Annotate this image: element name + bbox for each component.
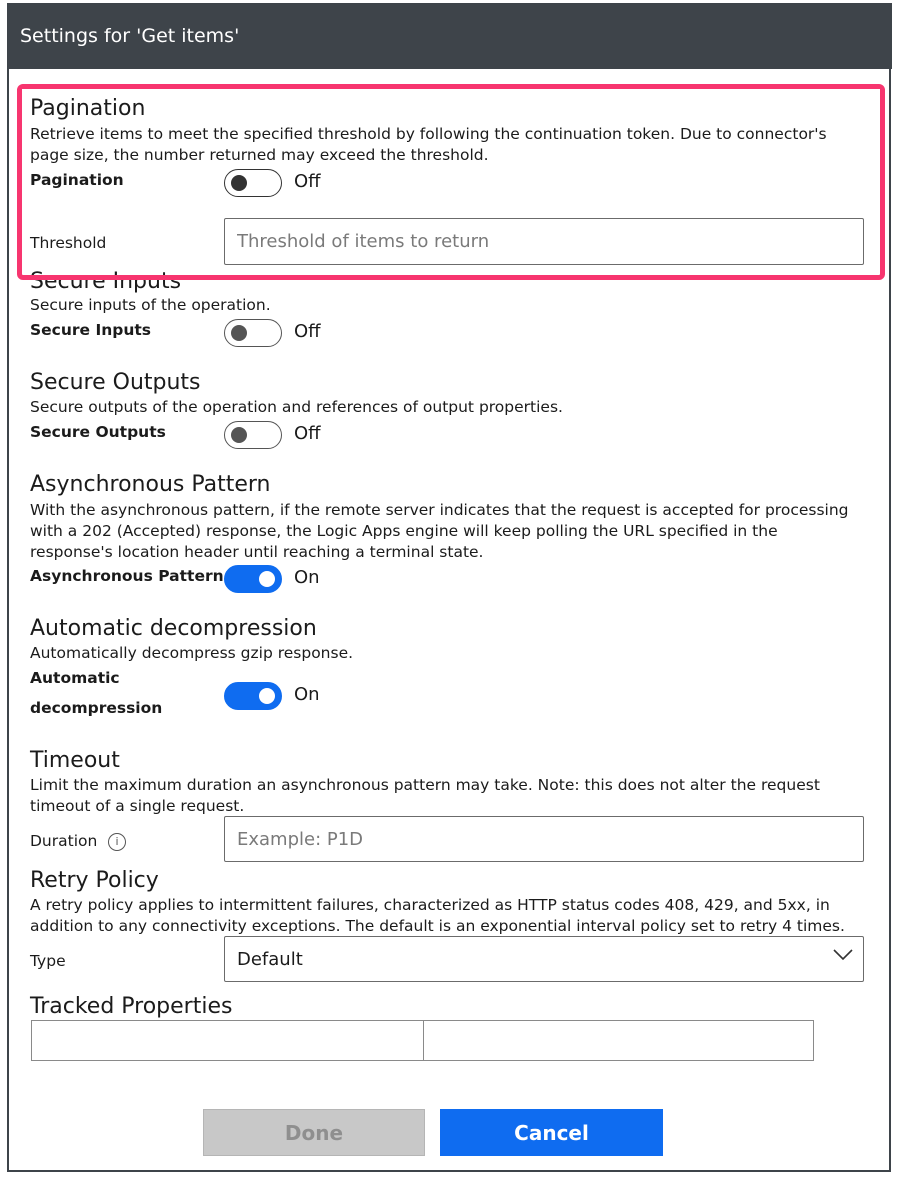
auto-decompression-toggle[interactable] (224, 682, 282, 710)
duration-label: Duration (30, 832, 98, 850)
secure-inputs-description: Secure inputs of the operation. (30, 296, 271, 314)
threshold-input[interactable] (224, 218, 864, 265)
auto-decompression-title: Automatic decompression (30, 616, 317, 641)
auto-decompression-toggle-label-line1: Automatic (30, 669, 120, 687)
chevron-down-icon (833, 949, 853, 961)
secure-inputs-toggle-label: Secure Inputs (30, 321, 152, 339)
pagination-title: Pagination (30, 96, 146, 121)
retry-policy-description: A retry policy applies to intermittent failures, characterized as HTTP status codes 408, 429, and 5xx, in addition to any connectivity exceptions. The default is an exponential interval policy set to retry 4 times. (30, 896, 845, 935)
timeout-description: Limit the maximum duration an asynchronous pattern may take. Note: this does not alter the request timeout of a single request. (30, 776, 820, 815)
highlight-inner-padding (22, 89, 880, 93)
toggle-knob (231, 427, 247, 443)
async-pattern-description: With the asynchronous pattern, if the remote server indicates that the request is accepted for processing with a 202 (Accepted) response, the Logic Apps engine will keep polling the URL specified in the response's location header until reaching a terminal state. (30, 501, 849, 561)
pagination-description: Retrieve items to meet the specified threshold by following the continuation token. Due to connector's page size, the number returned may exceed the threshold. (30, 125, 827, 164)
dialog-title: Settings for 'Get items' (7, 3, 892, 69)
pagination-toggle[interactable] (224, 169, 282, 197)
duration-input[interactable] (224, 816, 864, 862)
secure-inputs-title: Secure Inputs (30, 269, 182, 294)
tracked-properties-title: Tracked Properties (30, 994, 233, 1019)
done-button[interactable]: Done (203, 1109, 425, 1156)
toggle-knob (231, 175, 247, 191)
auto-decompression-toggle-state: On (294, 684, 320, 705)
pagination-toggle-label: Pagination (30, 171, 124, 189)
retry-policy-title: Retry Policy (30, 868, 159, 893)
retry-type-value: Default (237, 948, 303, 970)
secure-outputs-description: Secure outputs of the operation and references of output properties. (30, 398, 563, 416)
secure-inputs-toggle[interactable] (224, 319, 282, 347)
auto-decompression-description: Automatically decompress gzip response. (30, 644, 354, 662)
auto-decompression-toggle-label-line2: decompression (30, 699, 163, 717)
async-pattern-toggle[interactable] (224, 565, 282, 593)
tracked-property-value-input[interactable] (423, 1020, 814, 1061)
secure-outputs-toggle-state: Off (294, 423, 321, 444)
threshold-label: Threshold (30, 234, 107, 252)
toggle-knob (259, 688, 275, 704)
toggle-knob (231, 325, 247, 341)
retry-type-select[interactable] (224, 936, 864, 982)
info-icon[interactable]: i (108, 833, 126, 851)
secure-inputs-toggle-state: Off (294, 321, 321, 342)
cancel-button[interactable]: Cancel (440, 1109, 663, 1156)
async-pattern-toggle-state: On (294, 567, 320, 588)
secure-outputs-title: Secure Outputs (30, 370, 201, 395)
async-pattern-toggle-label: Asynchronous Pattern (30, 567, 224, 585)
tracked-property-key-input[interactable] (31, 1020, 424, 1061)
timeout-title: Timeout (30, 748, 120, 773)
toggle-knob (259, 571, 275, 587)
pagination-toggle-state: Off (294, 171, 321, 192)
secure-outputs-toggle[interactable] (224, 421, 282, 449)
secure-outputs-toggle-label: Secure Outputs (30, 423, 166, 441)
async-pattern-title: Asynchronous Pattern (30, 472, 271, 497)
retry-type-label: Type (30, 952, 66, 970)
